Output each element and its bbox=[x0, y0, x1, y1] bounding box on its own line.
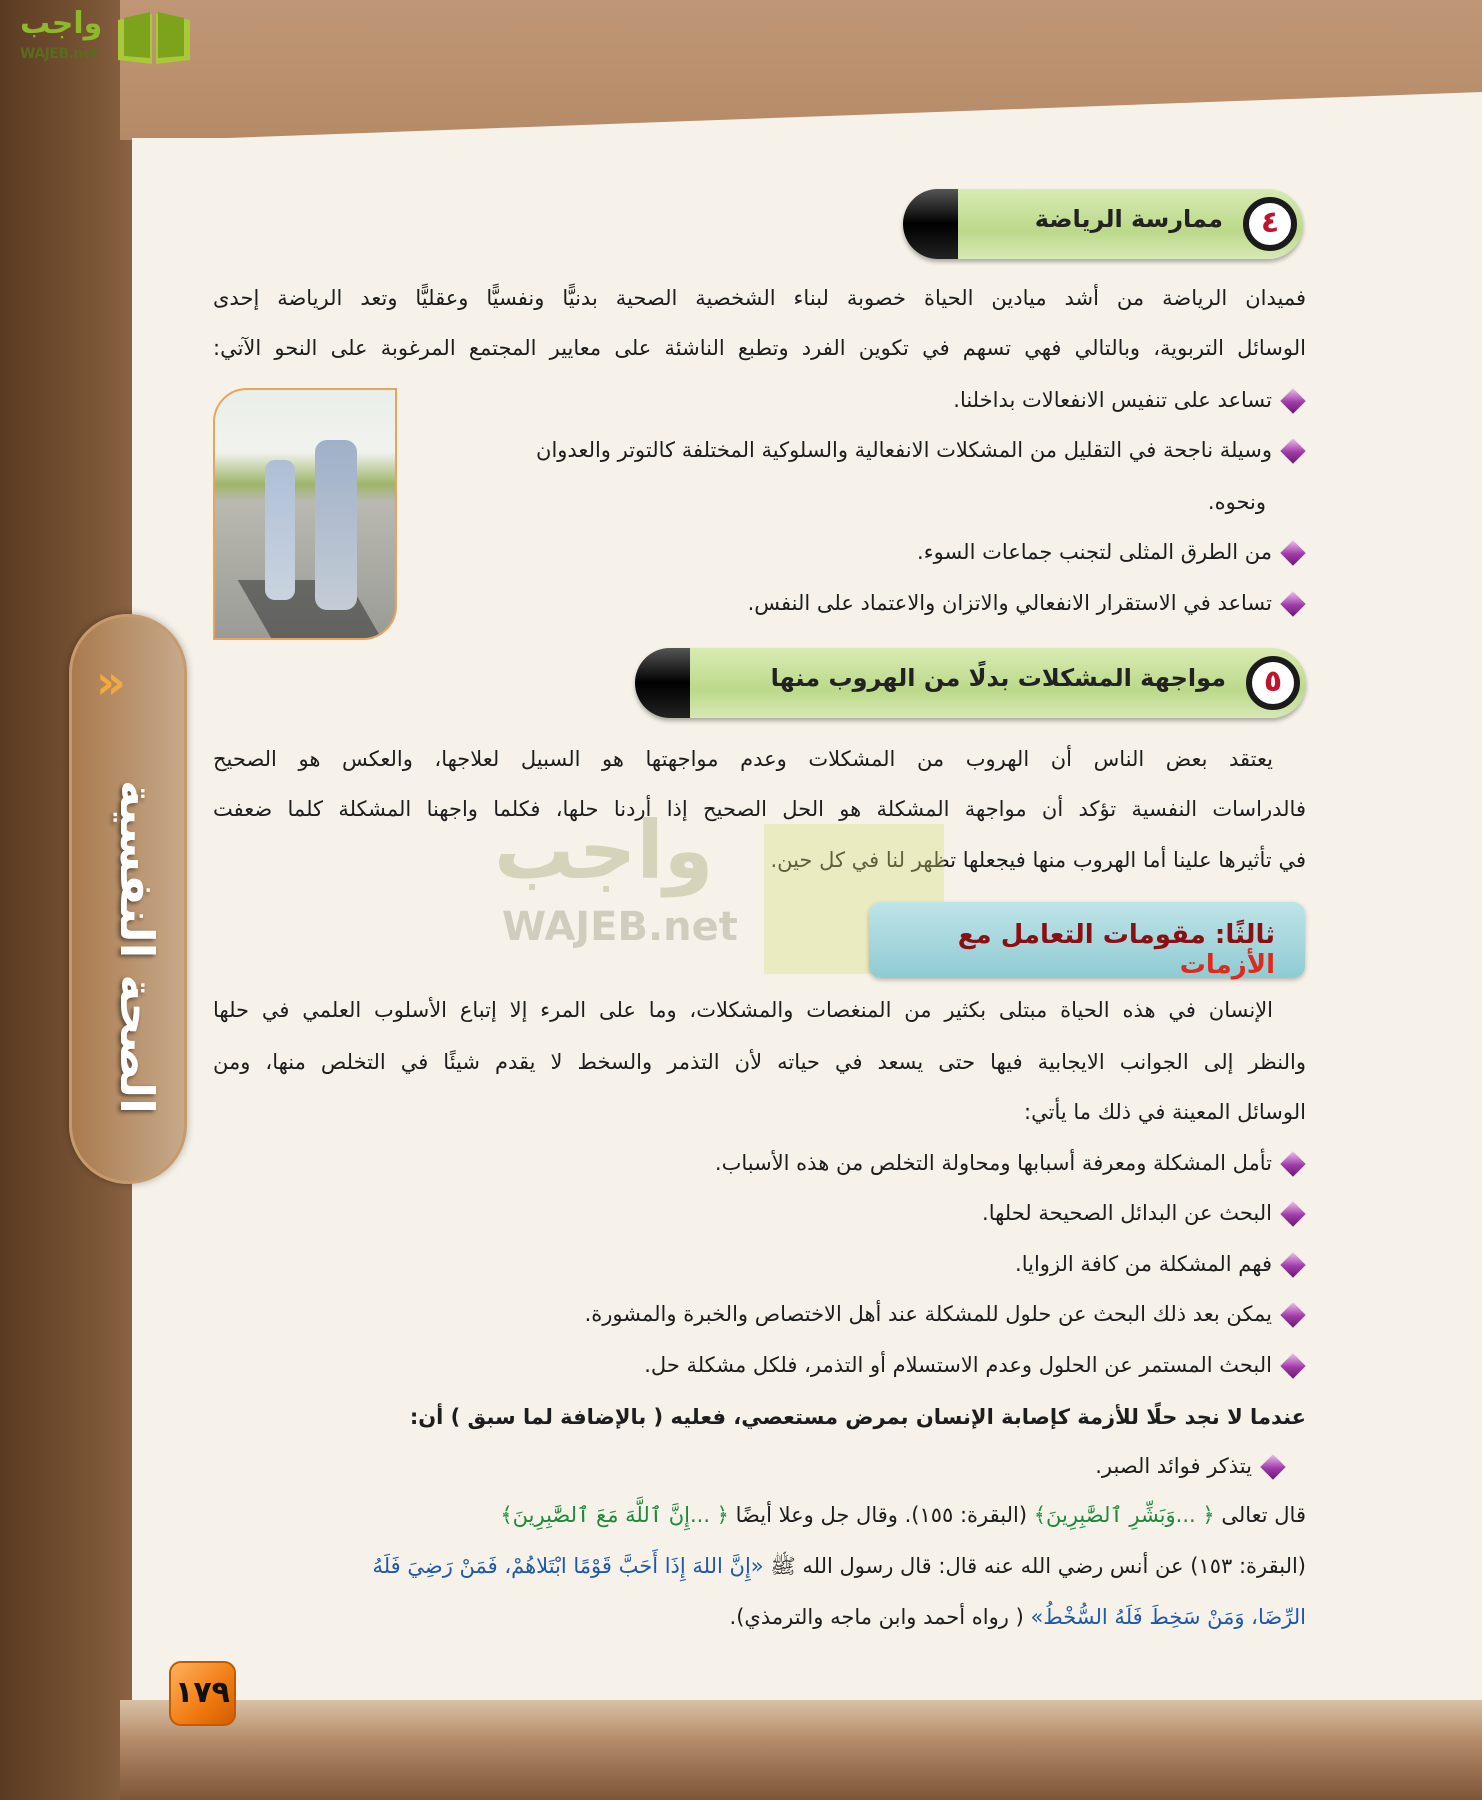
paragraph-line: فالدراسات النفسية تؤكد أن مواجهة المشكلة هو الحل الصحيح إذا أردنا حلها، فكلما واجهنا المشكلة كلما ضعفت bbox=[213, 797, 1306, 821]
diamond-bullet-icon bbox=[1280, 438, 1306, 464]
list-item: فهم المشكلة من كافة الزوايا. bbox=[1015, 1249, 1306, 1279]
running-photo bbox=[213, 388, 397, 640]
list-item: يتذكر فوائد الصبر. bbox=[1095, 1451, 1286, 1481]
chapter-title: الصحة النفسية bbox=[110, 780, 164, 1114]
list-item-continuation: ونحوه. bbox=[1207, 490, 1266, 514]
bold-statement: عندما لا نجد حلًا للأزمة كإصابة الإنسان بمرض مستعصي، فعليه ( بالإضافة لما سبق ) أن: bbox=[409, 1405, 1306, 1429]
list-item: من الطرق المثلى لتجنب جماعات السوء. bbox=[917, 537, 1306, 567]
diamond-bullet-icon bbox=[1260, 1454, 1286, 1480]
section-title: مواجهة المشكلات بدلًا من الهروب منها bbox=[770, 664, 1226, 692]
quote-line: (البقرة: ١٥٣) عن أنس رضي الله عنه قال: قال رسول الله ﷺ «إِنَّ اللهَ إِذَا أَحَبَّ قَوْمًا ابْتَلاهُمْ، فَمَنْ رَضِيَ فَلَهُ bbox=[372, 1554, 1306, 1578]
book-icon bbox=[114, 10, 194, 68]
bottom-band bbox=[120, 1700, 1482, 1800]
wajeb-logo[interactable] bbox=[8, 6, 188, 66]
diamond-bullet-icon bbox=[1280, 1151, 1306, 1177]
diamond-bullet-icon bbox=[1280, 1252, 1306, 1278]
list-item: البحث المستمر عن الحلول وعدم الاستسلام أو التذمر، فلكل مشكلة حل. bbox=[644, 1350, 1306, 1380]
quran-verse: ﴿ ...وَبَشِّرِ ٱلصَّٰبِرِينَ﴾ bbox=[1033, 1503, 1215, 1527]
quote-line: الرِّضَا، وَمَنْ سَخِطَ فَلَهُ السُّخْطُ» ( رواه أحمد وابن ماجه والترمذي). bbox=[729, 1605, 1306, 1629]
watermark: واجب WAJEB.net bbox=[494, 804, 954, 974]
section-5-header bbox=[635, 648, 1306, 718]
quote-line: قال تعالى ﴿ ...وَبَشِّرِ ٱلصَّٰبِرِينَ﴾ (البقرة: ١٥٥). وقال جل وعلا أيضًا ﴿ ...إِنَّ ٱللَّهَ مَعَ ٱلصَّٰبِرِينَ﴾ bbox=[500, 1503, 1306, 1527]
diamond-bullet-icon bbox=[1280, 1201, 1306, 1227]
diamond-bullet-icon bbox=[1280, 540, 1306, 566]
paragraph-line: الإنسان في هذه الحياة مبتلى بكثير من المنغصات والمشكلات، وما على المرء إلا إتباع الأسلوب العلمي في حلها bbox=[213, 998, 1273, 1022]
section-title: ثالثًا: مقومات التعامل مع الأزمات bbox=[957, 920, 1275, 980]
section-title: ممارسة الرياضة bbox=[1034, 205, 1223, 233]
paragraph-line: الوسائل التربوية، وبالتالي فهي تسهم في تكوين الفرد وتطبع الناشئة على معايير المجتمع المرغوبة على النحو الآتي: bbox=[213, 336, 1306, 360]
section-number: ٥ bbox=[1246, 656, 1300, 710]
list-item: تساعد على تنفيس الانفعالات بداخلنا. bbox=[953, 385, 1306, 415]
page-number: ١٧٩ bbox=[169, 1661, 236, 1726]
paragraph-line: الوسائل المعينة في ذلك ما يأتي: bbox=[1024, 1100, 1306, 1124]
diamond-bullet-icon bbox=[1280, 1353, 1306, 1379]
logo-arabic: واجب bbox=[20, 6, 103, 41]
paragraph-line: يعتقد بعض الناس أن الهروب من المشكلات وعدم مواجهتها هو السبيل لعلاجها، والعكس هو الصحيح bbox=[213, 747, 1273, 771]
list-item: تساعد في الاستقرار الانفعالي والاتزان والاعتماد على النفس. bbox=[748, 588, 1306, 618]
logo-latin: WAJEB.net bbox=[20, 46, 99, 62]
section-number: ٤ bbox=[1243, 197, 1297, 251]
paragraph-line: فميدان الرياضة من أشد ميادين الحياة خصوبة لبناء الشخصية الصحية بدنيًّا ونفسيًّا وعقليًّا وتعد الرياضة إحدى bbox=[213, 286, 1306, 310]
quran-verse: ﴿ ...إِنَّ ٱللَّهَ مَعَ ٱلصَّٰبِرِينَ﴾ bbox=[500, 1503, 729, 1527]
chevron-icon: » bbox=[96, 655, 112, 709]
diamond-bullet-icon bbox=[1280, 1302, 1306, 1328]
list-item: تأمل المشكلة ومعرفة أسبابها ومحاولة التخلص من هذه الأسباب. bbox=[715, 1148, 1306, 1178]
diamond-bullet-icon bbox=[1280, 591, 1306, 617]
paragraph-line: في تأثيرها علينا أما الهروب منها فيجعلها تظهر لنا في كل حين. bbox=[770, 848, 1306, 872]
chapter-side-tab bbox=[69, 614, 187, 1184]
section-4-header bbox=[903, 189, 1303, 259]
diamond-bullet-icon bbox=[1280, 388, 1306, 414]
paragraph-line: والنظر إلى الجوانب الايجابية فيها حتى يسعد في حياته لأن التذمر والسخط لا يقدم شيئًا في التخلص منها، ومن bbox=[213, 1050, 1306, 1074]
list-item: البحث عن البدائل الصحيحة لحلها. bbox=[982, 1198, 1306, 1228]
hadith-text: الرِّضَا، وَمَنْ سَخِطَ فَلَهُ السُّخْطُ» bbox=[1030, 1605, 1306, 1629]
list-item: يمكن بعد ذلك البحث عن حلول للمشكلة عند أهل الاختصاص والخبرة والمشورة. bbox=[585, 1299, 1306, 1329]
hadith-text: «إِنَّ اللهَ إِذَا أَحَبَّ قَوْمًا ابْتَلاهُمْ، فَمَنْ رَضِيَ فَلَهُ bbox=[372, 1554, 764, 1578]
section-3-header bbox=[869, 902, 1305, 978]
list-item: وسيلة ناجحة في التقليل من المشكلات الانفعالية والسلوكية المختلفة كالتوتر والعدوان bbox=[536, 435, 1306, 465]
